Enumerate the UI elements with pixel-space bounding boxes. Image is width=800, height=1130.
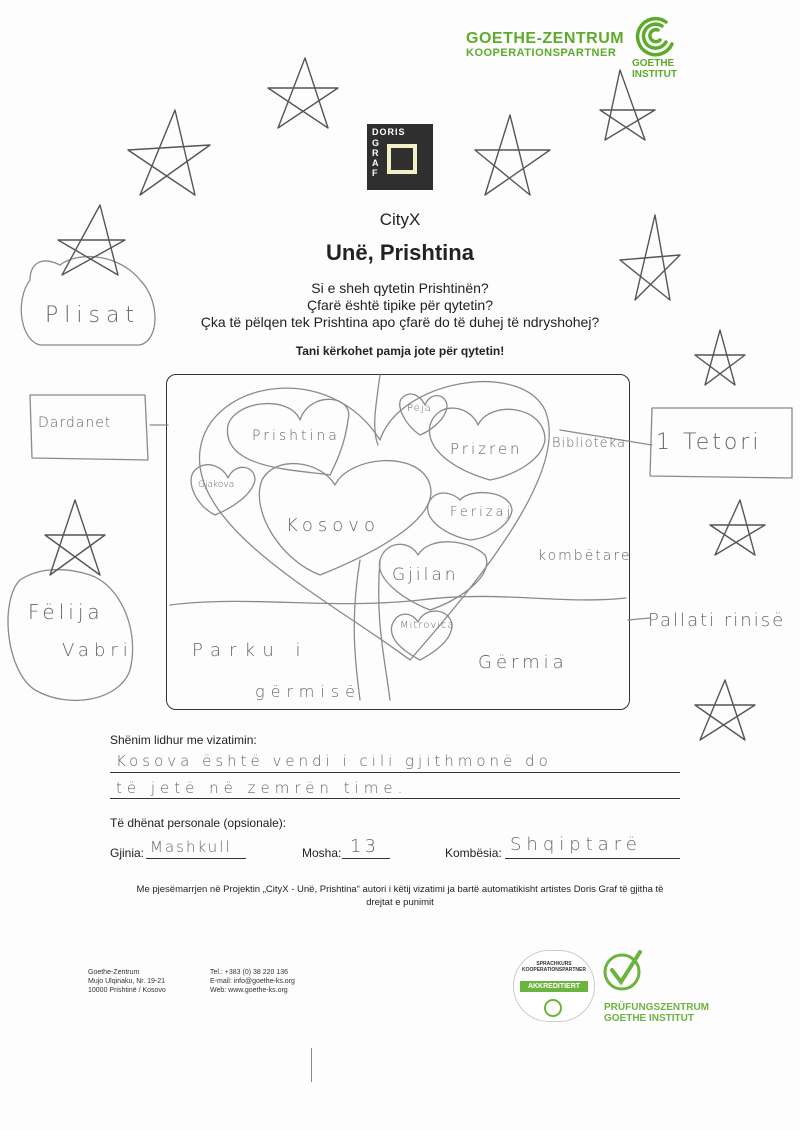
label-gjakova: Gjakova (198, 480, 235, 490)
question-1: Si e sheh qytetin Prishtinën? (311, 280, 489, 296)
label-gjilan: Gjilan (392, 565, 459, 585)
pruf-text-1: PRÜFUNGSZENTRUM (604, 1002, 709, 1013)
footer-contact (210, 968, 295, 995)
star-6 (620, 215, 680, 300)
label-mitrovica: Mitrovica (400, 620, 455, 631)
drawing-prompt: Tani kërkohet pamja jote për qytetin! (295, 344, 505, 358)
badge-top-text: SPRACHKURS KOOPERATIONSPARTNER (522, 961, 586, 973)
footer-address (88, 968, 166, 995)
address-line: Mujo Ulqinaku, Nr. 19-21 (88, 978, 166, 985)
contact-line: E-mail: info@goethe-ks.org (210, 978, 295, 985)
doris-logo-row: DORIS (372, 127, 406, 137)
label-germia: Gërmia (478, 652, 568, 673)
label-plisat: Plisat (45, 303, 141, 328)
star-8 (710, 500, 765, 555)
checkmark-icon (602, 948, 644, 992)
kooperationspartner-text: KOOPERATIONSPARTNER (466, 47, 617, 59)
star-7 (695, 330, 745, 385)
badge-swirl-icon (544, 999, 562, 1017)
main-title: Unë, Prishtina (326, 240, 474, 265)
label-biblioteka: Biblioteka (552, 436, 626, 451)
pruf-text-2: GOETHE INSTITUT (604, 1013, 694, 1024)
doris-logo-f: F (372, 168, 378, 178)
star-4 (475, 115, 550, 195)
notes-label: Shënim lidhur me vizatimin: (110, 733, 257, 747)
goethe-text: GOETHE (632, 58, 675, 69)
plisat-bubble (21, 257, 155, 345)
goethe-zentrum-text: GOETHE-ZENTRUM (466, 30, 625, 47)
label-parku: Parku i (192, 640, 309, 661)
question-3: Çka të pëlqen tek Prishtina apo çfarë do të duhej të ndryshohej? (200, 314, 600, 330)
address-line: 10000 Prishtinë / Kosovo (88, 987, 166, 994)
doris-logo-a: A (372, 158, 379, 168)
disclaimer-line-1: Me pjesëmarrjen në Projektin „CityX - Unë, Prishtina“ autori i këtij vizatimi ja bartë automatikisht artistes Doris Graf të gjitha të (136, 884, 664, 895)
label-kosovo: Kosovo (286, 515, 380, 536)
doris-logo-g: G (372, 138, 380, 148)
age-value: 13 (350, 836, 379, 857)
star-2 (128, 110, 210, 195)
address-line: Goethe-Zentrum (88, 969, 140, 976)
label-pallati: Pallati rinisë (648, 610, 786, 631)
personal-label: Të dhënat personale (opsionale): (110, 816, 287, 830)
institut-text: INSTITUT (632, 69, 677, 80)
star-5 (600, 70, 655, 140)
stray-mark (311, 1048, 312, 1082)
label-flija: Fëlija (28, 600, 104, 624)
label-dardanet: Dardanet (38, 415, 112, 431)
star-3 (58, 205, 125, 275)
star-10 (45, 500, 105, 575)
star-1 (268, 58, 338, 128)
gender-value: Mashkull (150, 838, 232, 856)
disclaimer-line-2: drejtat e punimit (366, 897, 434, 908)
pruefungszentrum-logo (604, 1002, 709, 1024)
nationality-value: Shqiptarë (510, 834, 642, 855)
label-gemise: gërmisë (255, 682, 361, 701)
label-prizren: Prizren (450, 440, 523, 458)
contact-line: Tel.: +383 (0) 38 220 136 (210, 969, 289, 976)
label-ferizaj: Ferizaj (450, 505, 514, 520)
label-tetori: 1 Tetori (656, 430, 762, 455)
age-label: Mosha: (302, 846, 342, 860)
label-prishtina: Prishtina (252, 428, 340, 444)
star-9 (695, 680, 755, 740)
peja-heart (400, 394, 447, 435)
notes-line-1: Kosova është vendi i cili gjithmonë do (116, 752, 552, 770)
label-peja: Peja (407, 403, 432, 414)
label-vabri: Vabri (62, 640, 133, 661)
project-title: CityX (379, 210, 421, 229)
contact-line: Web: www.goethe-ks.org (210, 987, 288, 994)
flija-bubble (8, 570, 133, 701)
gender-label: Gjinia: (110, 846, 145, 860)
label-kombetare: kombëtare (538, 548, 632, 564)
badge-mid-text: AKKREDITIERT (520, 981, 588, 992)
nationality-label: Kombësia: (445, 846, 502, 860)
akkreditiert-badge (513, 950, 595, 1022)
notes-line-2: të jetë në zemrën time. (116, 779, 408, 797)
question-2: Çfarë është tipike për qytetin? (307, 297, 493, 313)
doris-logo-r: R (372, 148, 379, 158)
